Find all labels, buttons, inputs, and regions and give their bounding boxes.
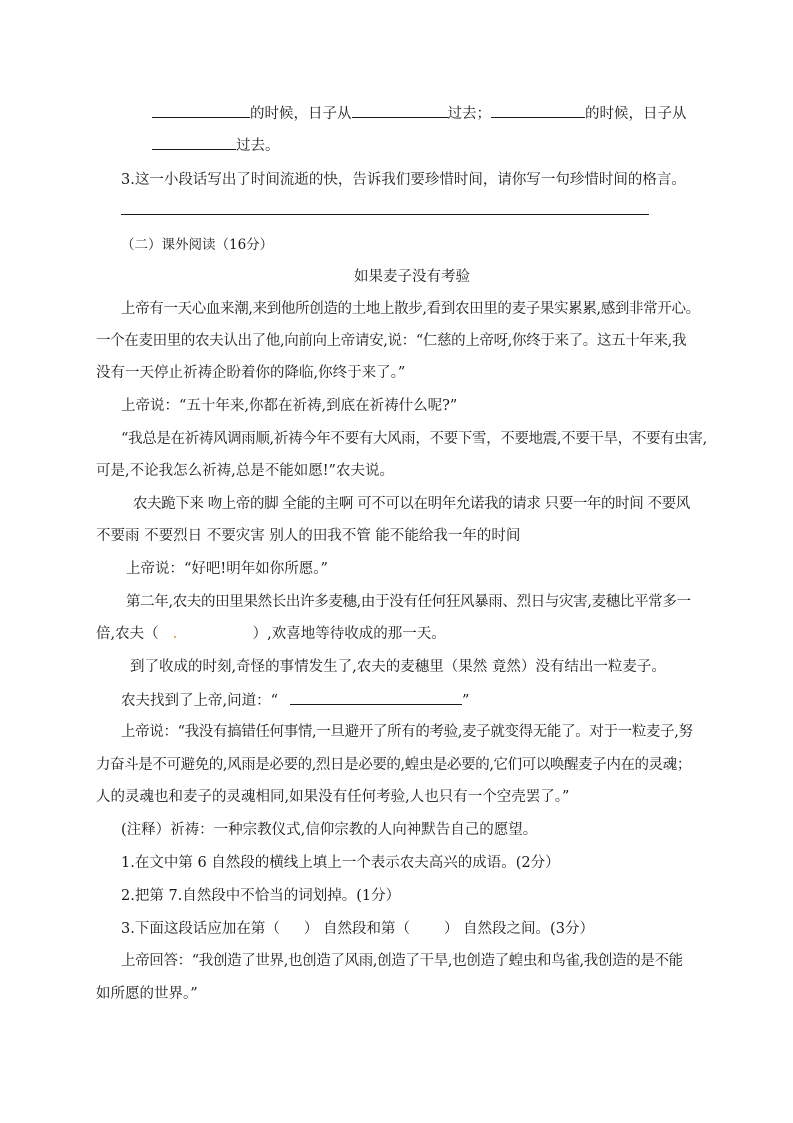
blank-text-4: 过去。 [236, 138, 280, 154]
answer-blank[interactable] [491, 103, 585, 118]
paragraph-9-line-3: 人的灵魂也和麦子的灵魂相同,如果没有任何考验,人也只有一个空壳罢了。” [96, 789, 570, 805]
question-3 [121, 919, 594, 939]
story-title: 如果麦子没有考验 [354, 269, 470, 285]
paragraph-1-line-1: 上帝有一天心血来潮,来到他所创造的土地上散步,看到农田里的麦子果实累累,感到非常开心。 [121, 301, 700, 317]
paragraph-2: 上帝说：“五十年来,你都在祈祷,到底在祈祷什么呢?” [121, 398, 458, 414]
answer-blank[interactable] [352, 103, 448, 118]
blank-text-1: 的时候，日子从 [250, 106, 352, 122]
question-3-text-b: ） 自然段和第（ [303, 921, 410, 937]
paragraph-8-text-b: ” [462, 693, 470, 709]
blank-text-2: 过去； [447, 106, 491, 122]
fill-blank-line-1 [152, 103, 687, 124]
question-3-prompt: 3.这一小段话写出了时间流逝的快，告诉我们要珍惜时间，请你写一句珍惜时间的格言。 [121, 172, 686, 188]
question-1: 1.在文中第 6 自然段的横线上填上一个表示农夫高兴的成语。(2分） [121, 855, 560, 871]
paragraph-7: 到了收成的时刻,奇怪的事情发生了,农夫的麦穗里（果然 竟然）没有结出一粒麦子。 [130, 659, 666, 675]
paragraph-3-line-1: “我总是在祈祷风调雨顺,祈祷今年不要有大风雨，不要下雪，不要地震,不要干旱，不要有虫害, [121, 431, 707, 447]
quote-line-2: 如所愿的世界。” [96, 986, 198, 1002]
paragraph-6-line-1: 第二年,农夫的田里果然长出许多麦穗,由于没有任何狂风暴雨、烈日与灾害,麦穗比平常多一 [126, 594, 691, 610]
paragraph-6-text-b: ）,欢喜地等待收成的那一天。 [252, 626, 446, 642]
answer-blank[interactable] [152, 103, 250, 118]
answer-dot-mark: . [172, 626, 178, 642]
paragraph-4-line-2: 不要雨 不要烈日 不要灾害 别人的田我不管 能不能给我一年的时间 [96, 528, 521, 544]
paragraph-8-text-a: 农夫找到了上帝,问道：“ [121, 693, 279, 709]
question-2: 2.把第 7.自然段中不恰当的词划掉。(1分） [121, 888, 401, 904]
question-3-text-a: 3.下面这段话应加在第（ [121, 921, 280, 937]
idiom-answer-slot[interactable] [159, 624, 253, 644]
quote-line-1: 上帝回答：“我创造了世界,也创造了风雨,创造了干旱,也创造了蝗虫和鸟雀,我创造的是不能 [121, 953, 683, 969]
paragraph-6-text-a: 倍,农夫（ [96, 626, 159, 642]
question-3-text-c: ） 自然段之间。(3分） [443, 921, 594, 937]
paragraph-9-line-1: 上帝说：“我没有搞错任何事情,一旦避开了所有的考验,麦子就变得无能了。对于一粒麦子,努 [121, 724, 693, 740]
paragraph-3-line-2: 可是,不论我怎么祈祷,总是不能如愿!”农夫说。 [96, 463, 394, 479]
blank-text-3: 的时候，日子从 [585, 106, 687, 122]
section-heading: （二）课外阅读（16分） [121, 237, 274, 253]
answer-line[interactable] [121, 214, 649, 215]
paragraph-5: 上帝说：“好吧!明年如你所愿。” [126, 561, 328, 577]
paragraph-1-line-3: 没有一天停止祈祷企盼着你的降临,你终于来了。” [96, 365, 406, 381]
paragraph-8 [121, 690, 469, 711]
answer-blank[interactable] [290, 690, 462, 705]
paragraph-9-line-2: 力奋斗是不可避免的,风雨是必要的,烈日是必要的,蝗虫是必要的,它们可以唤醒麦子内在的灵魂； [96, 757, 691, 773]
annotation-note: (注释）祈祷：一种宗教仪式,信仰宗教的人向神默告自己的愿望。 [121, 822, 538, 838]
paragraph-6-line-2 [96, 624, 446, 644]
paragraph-4-line-1: 农夫跪下来 吻上帝的脚 全能的主啊 可不可以在明年允诺我的请求 只要一年的时间 不要风 [133, 496, 690, 512]
answer-blank[interactable] [152, 135, 236, 150]
paragraph-1-line-2: 一个在麦田里的农夫认出了他,向前向上帝请安,说：“仁慈的上帝呀,你终于来了。这五十年来,我 [96, 333, 687, 349]
fill-blank-line-2 [152, 135, 280, 156]
